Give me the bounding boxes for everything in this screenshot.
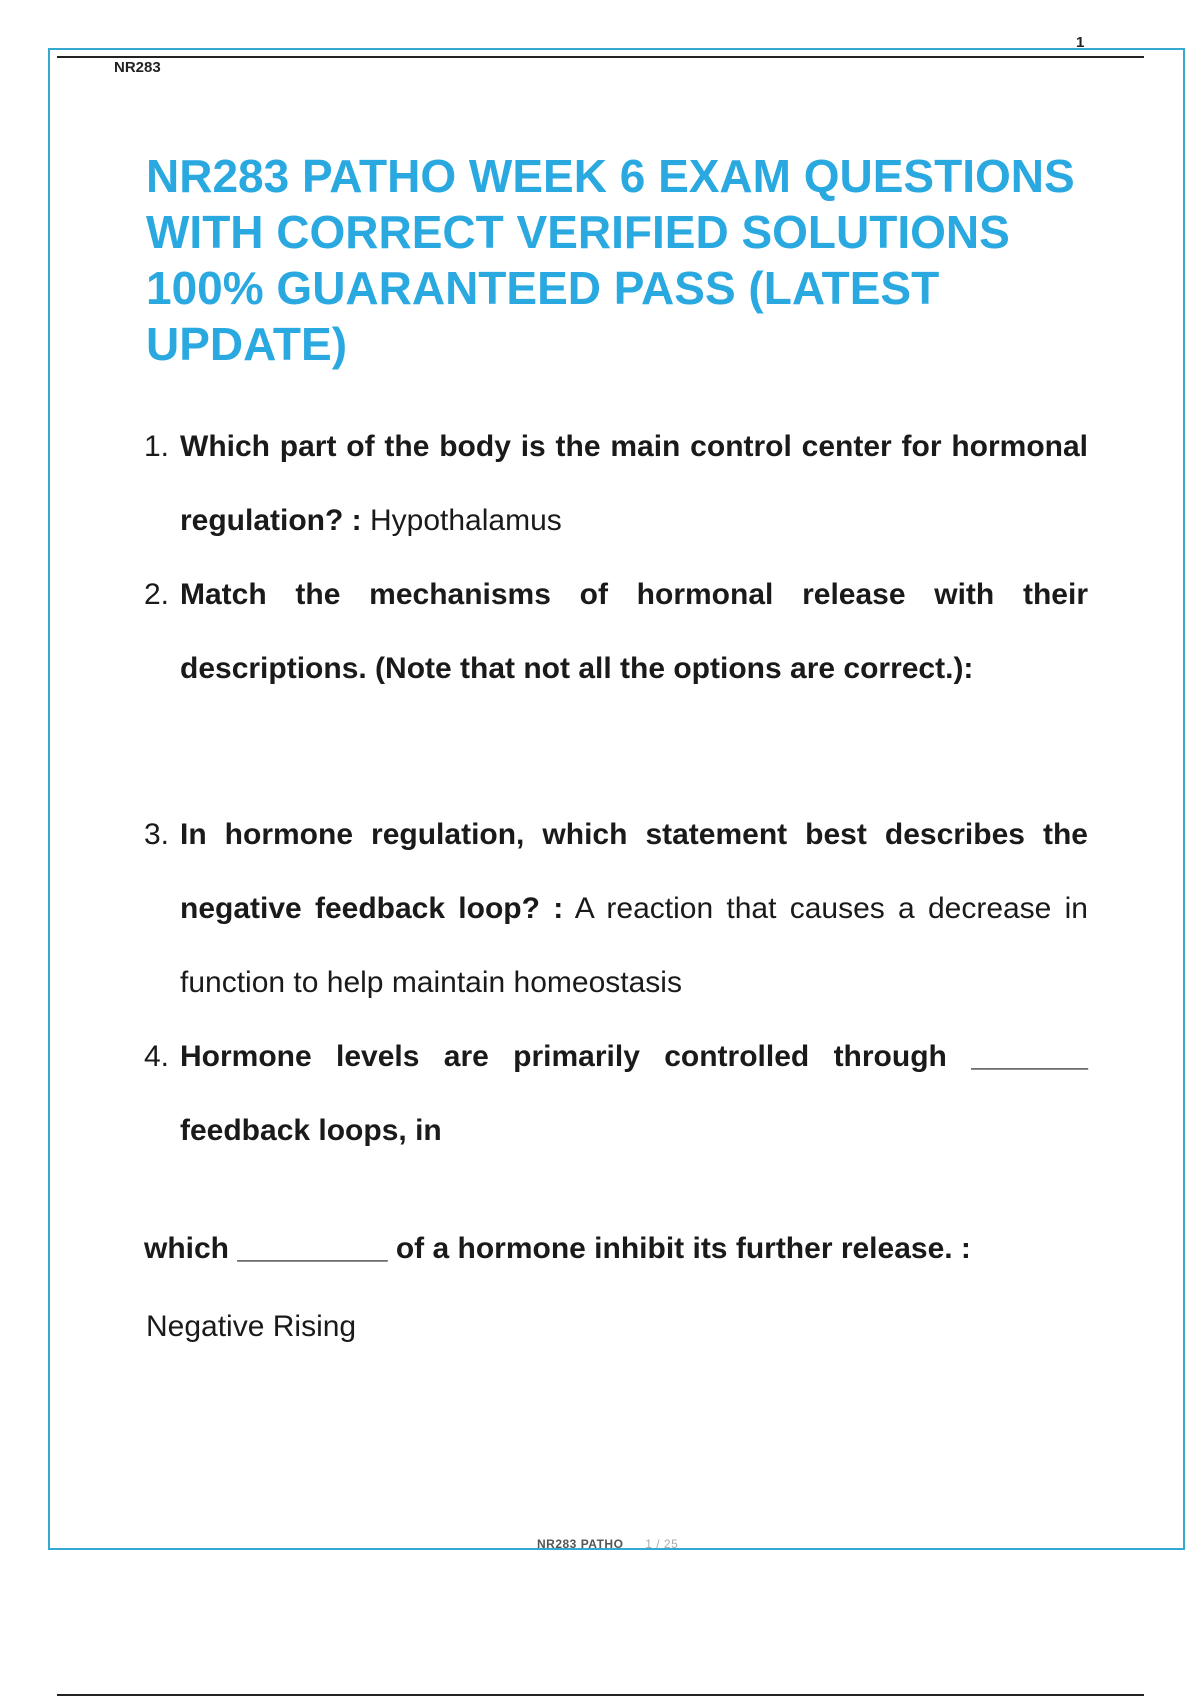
- document-title: NR283 PATHO WEEK 6 EXAM QUESTIONS WITH CORRECT VERIFIED SOLUTIONS 100% GUARANTEED PASS (LATEST UPDATE): [146, 150, 1075, 370]
- question-number: 1.: [144, 430, 170, 463]
- question-number: 3.: [144, 818, 170, 851]
- answer-text: Negative Rising: [146, 1310, 357, 1343]
- question-text: Hormone levels are primarily controlled through _______ feedback loops, in: [180, 1040, 1088, 1147]
- question-item: [144, 798, 1088, 1020]
- header-divider: [57, 56, 1144, 58]
- question-list: [144, 428, 1088, 1168]
- question-text: Match the mechanisms of hormonal release with their descriptions. (Note that not all the options are correct.):: [180, 578, 1088, 685]
- answer-text: A reaction that causes a decrease in function to help maintain homeostasis: [180, 892, 1088, 999]
- question-number: 2.: [144, 578, 170, 611]
- question-item: [144, 1020, 1088, 1168]
- footer-page-indicator: 1 / 25: [645, 1537, 679, 1551]
- question-text: Which part of the body is the main control center for hormonal regulation? :: [180, 430, 1088, 537]
- page-number: 1: [1076, 34, 1085, 51]
- question-continuation: which _________ of a hormone inhibit its further release. :: [144, 1232, 971, 1265]
- question-item: [144, 410, 1088, 558]
- question-text: In hormone regulation, which statement best describes the negative feedback loop? :: [180, 818, 1088, 925]
- answer-text: Hypothalamus: [370, 504, 562, 537]
- question-number: 4.: [144, 1040, 170, 1073]
- question-item: [144, 558, 1088, 706]
- page-footer: [537, 1537, 678, 1551]
- footer-label: NR283 PATHO: [537, 1537, 624, 1551]
- bottom-divider: [57, 1694, 1144, 1696]
- header-course-code: NR283: [114, 59, 161, 76]
